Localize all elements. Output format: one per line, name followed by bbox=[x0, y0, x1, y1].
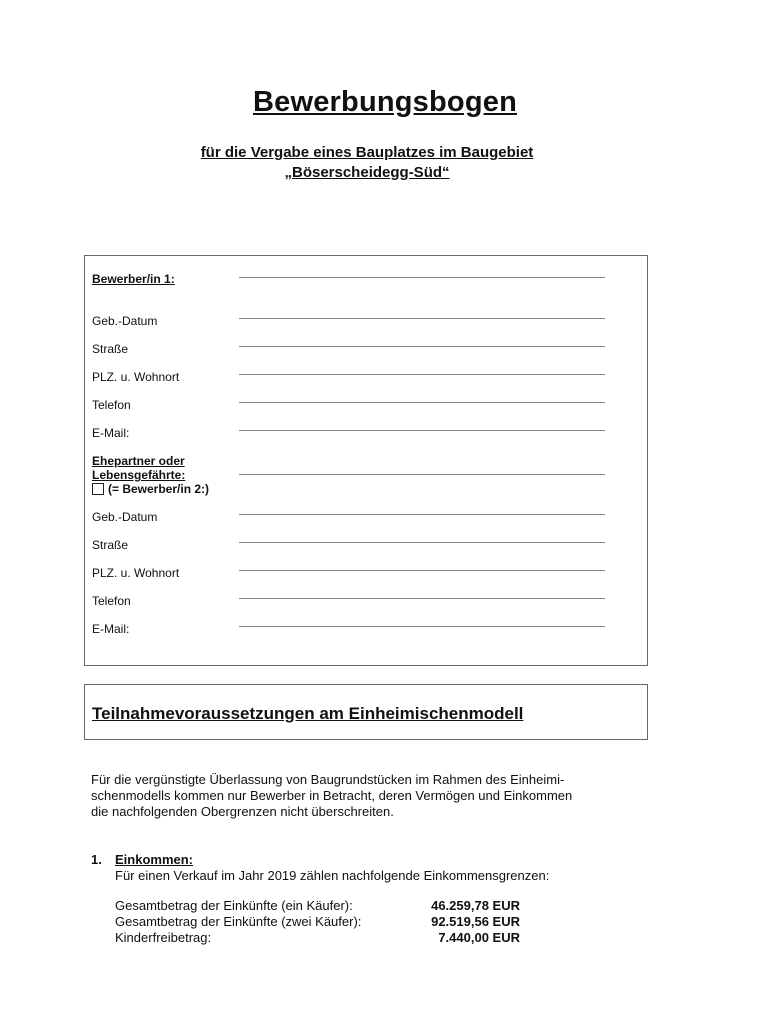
applicant2-checkbox-row bbox=[92, 482, 209, 496]
income-number: 1. bbox=[91, 852, 102, 867]
income-row-value: 46.259,78 EUR bbox=[431, 898, 520, 913]
income-row-label: Gesamtbetrag der Einkünfte (zwei Käufer): bbox=[115, 914, 362, 929]
intro-line-3: die nachfolgenden Obergrenzen nicht überschreiten. bbox=[91, 804, 394, 819]
intro-line-2: schenmodells kommen nur Bewerber in Betracht, deren Vermögen und Einkommen bbox=[91, 788, 573, 803]
income-row-label: Gesamtbetrag der Einkünfte (ein Käufer): bbox=[115, 898, 353, 913]
applicant1-heading: Bewerber/in 1: bbox=[92, 272, 175, 286]
applicant2-street-label: Straße bbox=[92, 538, 129, 552]
subtitle-line-1: für die Vergabe eines Bauplatzes im Baugebiet bbox=[200, 144, 534, 161]
applicant1-name-line[interactable] bbox=[239, 277, 605, 278]
applicant2-name-line[interactable] bbox=[239, 474, 605, 475]
applicant2-city-line[interactable] bbox=[239, 570, 605, 571]
applicant1-street-label: Straße bbox=[92, 342, 129, 356]
applicant2-checkbox[interactable] bbox=[92, 483, 104, 495]
page-title: Bewerbungsbogen bbox=[252, 86, 517, 118]
subtitle-line-2: „Böserscheidegg-Süd“ bbox=[284, 164, 450, 181]
applicant1-birthdate-line[interactable] bbox=[239, 318, 605, 319]
applicant2-heading bbox=[92, 454, 209, 496]
section-heading: Teilnahmevoraussetzungen am Einheimischenmodell bbox=[92, 704, 524, 723]
applicant2-email-label: E-Mail: bbox=[92, 622, 130, 636]
income-row-value: 7.440,00 EUR bbox=[438, 930, 520, 945]
income-row-label: Kinderfreibetrag: bbox=[115, 930, 212, 945]
applicant1-email-line[interactable] bbox=[239, 430, 605, 431]
applicant1-birthdate-label: Geb.-Datum bbox=[92, 314, 158, 328]
applicant2-city-label: PLZ. u. Wohnort bbox=[92, 566, 180, 580]
applicant2-birthdate-label: Geb.-Datum bbox=[92, 510, 158, 524]
intro-line-1: Für die vergünstigte Überlassung von Baugrundstücken im Rahmen des Einheimi- bbox=[91, 772, 565, 787]
applicant2-phone-label: Telefon bbox=[92, 594, 131, 608]
intro-paragraph bbox=[91, 772, 651, 820]
applicant2-birthdate-line[interactable] bbox=[239, 514, 605, 515]
applicant2-street-line[interactable] bbox=[239, 542, 605, 543]
applicant2-phone-line[interactable] bbox=[239, 598, 605, 599]
applicant2-email-line[interactable] bbox=[239, 626, 605, 627]
applicant1-phone-line[interactable] bbox=[239, 402, 605, 403]
applicant2-heading-line1: Ehepartner oder bbox=[92, 454, 185, 468]
applicant1-city-line[interactable] bbox=[239, 374, 605, 375]
income-row-value: 92.519,56 EUR bbox=[431, 914, 520, 929]
income-heading: Einkommen: bbox=[115, 852, 194, 867]
applicant1-phone-label: Telefon bbox=[92, 398, 131, 412]
applicant1-street-line[interactable] bbox=[239, 346, 605, 347]
applicant2-checkbox-label: (= Bewerber/in 2:) bbox=[108, 482, 210, 496]
applicant1-city-label: PLZ. u. Wohnort bbox=[92, 370, 180, 384]
income-text: Für einen Verkauf im Jahr 2019 zählen nachfolgende Einkommensgrenzen: bbox=[115, 868, 550, 883]
applicant1-email-label: E-Mail: bbox=[92, 426, 130, 440]
applicant2-heading-line2: Lebensgefährte: bbox=[92, 468, 186, 482]
